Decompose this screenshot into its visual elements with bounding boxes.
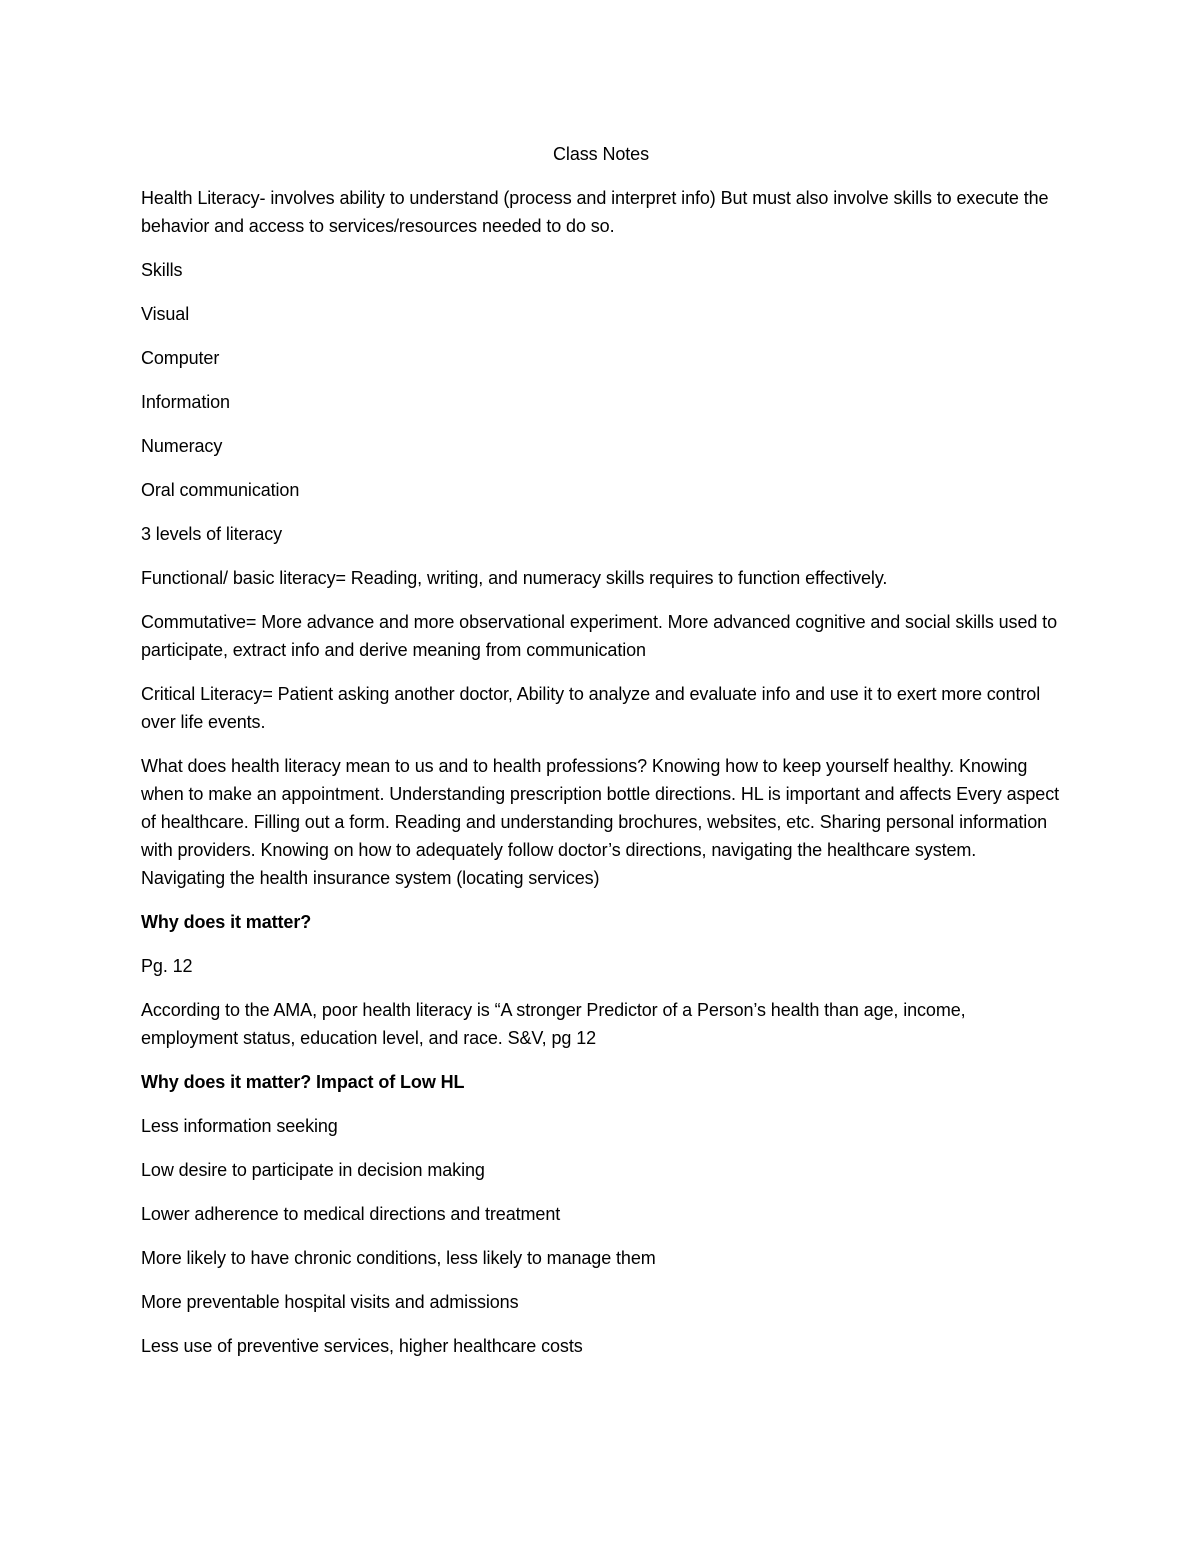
paragraph-chronic-conditions: More likely to have chronic conditions, less likely to manage them [141,1248,656,1268]
paragraph-commutative: Commutative= More advance and more observational experiment. More advanced cognitive and social skills used to participate, extract info and derive meaning from communication [141,612,1057,660]
paragraph-computer: Computer [141,348,220,368]
paragraph-ama-quote: According to the AMA, poor health literacy is “A stronger Predictor of a Person’s health than age, income, employment status, education level, and race. S&V, pg 12 [141,1000,966,1048]
paragraph-numeracy: Numeracy [141,436,223,456]
paragraph-levels-of-literacy: 3 levels of literacy [141,524,283,544]
paragraph-less-information-seeking: Less information seeking [141,1116,338,1136]
heading-impact-of-low-hl: Why does it matter? Impact of Low HL [141,1072,465,1092]
paragraph-page-reference: Pg. 12 [141,956,193,976]
paragraph-low-desire: Low desire to participate in decision making [141,1160,485,1180]
paragraph-preventable-visits: More preventable hospital visits and admissions [141,1292,519,1312]
paragraph-functional-literacy: Functional/ basic literacy= Reading, writing, and numeracy skills requires to function effectively. [141,568,888,588]
paragraph-oral-communication: Oral communication [141,480,300,500]
paragraph-less-preventive-services: Less use of preventive services, higher healthcare costs [141,1336,583,1356]
document-title: Class Notes [553,144,649,164]
paragraph-health-literacy-definition: Health Literacy- involves ability to understand (process and interpret info) But must also involve skills to execute the behavior and access to services/resources needed to do so. [141,188,1049,236]
paragraph-lower-adherence: Lower adherence to medical directions and treatment [141,1204,561,1224]
heading-why-does-it-matter: Why does it matter? [141,912,312,932]
paragraph-skills: Skills [141,260,183,280]
paragraph-what-does-hl-mean: What does health literacy mean to us and to health professions? Knowing how to keep yourself healthy. Knowing when to make an appointment. Understanding prescription bottle directions. HL is important and affects Every aspect of healthcare. Filling out a form. Reading and understanding brochures, websites, etc. Sharing personal information with providers. Knowing on how to adequately follow doctor’s directions, navigating the healthcare system. Navigating the health insurance system (locating services) [141,756,1060,888]
paragraph-critical-literacy: Critical Literacy= Patient asking another doctor, Ability to analyze and evaluate info and use it to exert more control over life events. [141,684,1041,732]
document-page [141,140,1061,1376]
paragraph-information: Information [141,392,230,412]
paragraph-visual: Visual [141,304,190,324]
